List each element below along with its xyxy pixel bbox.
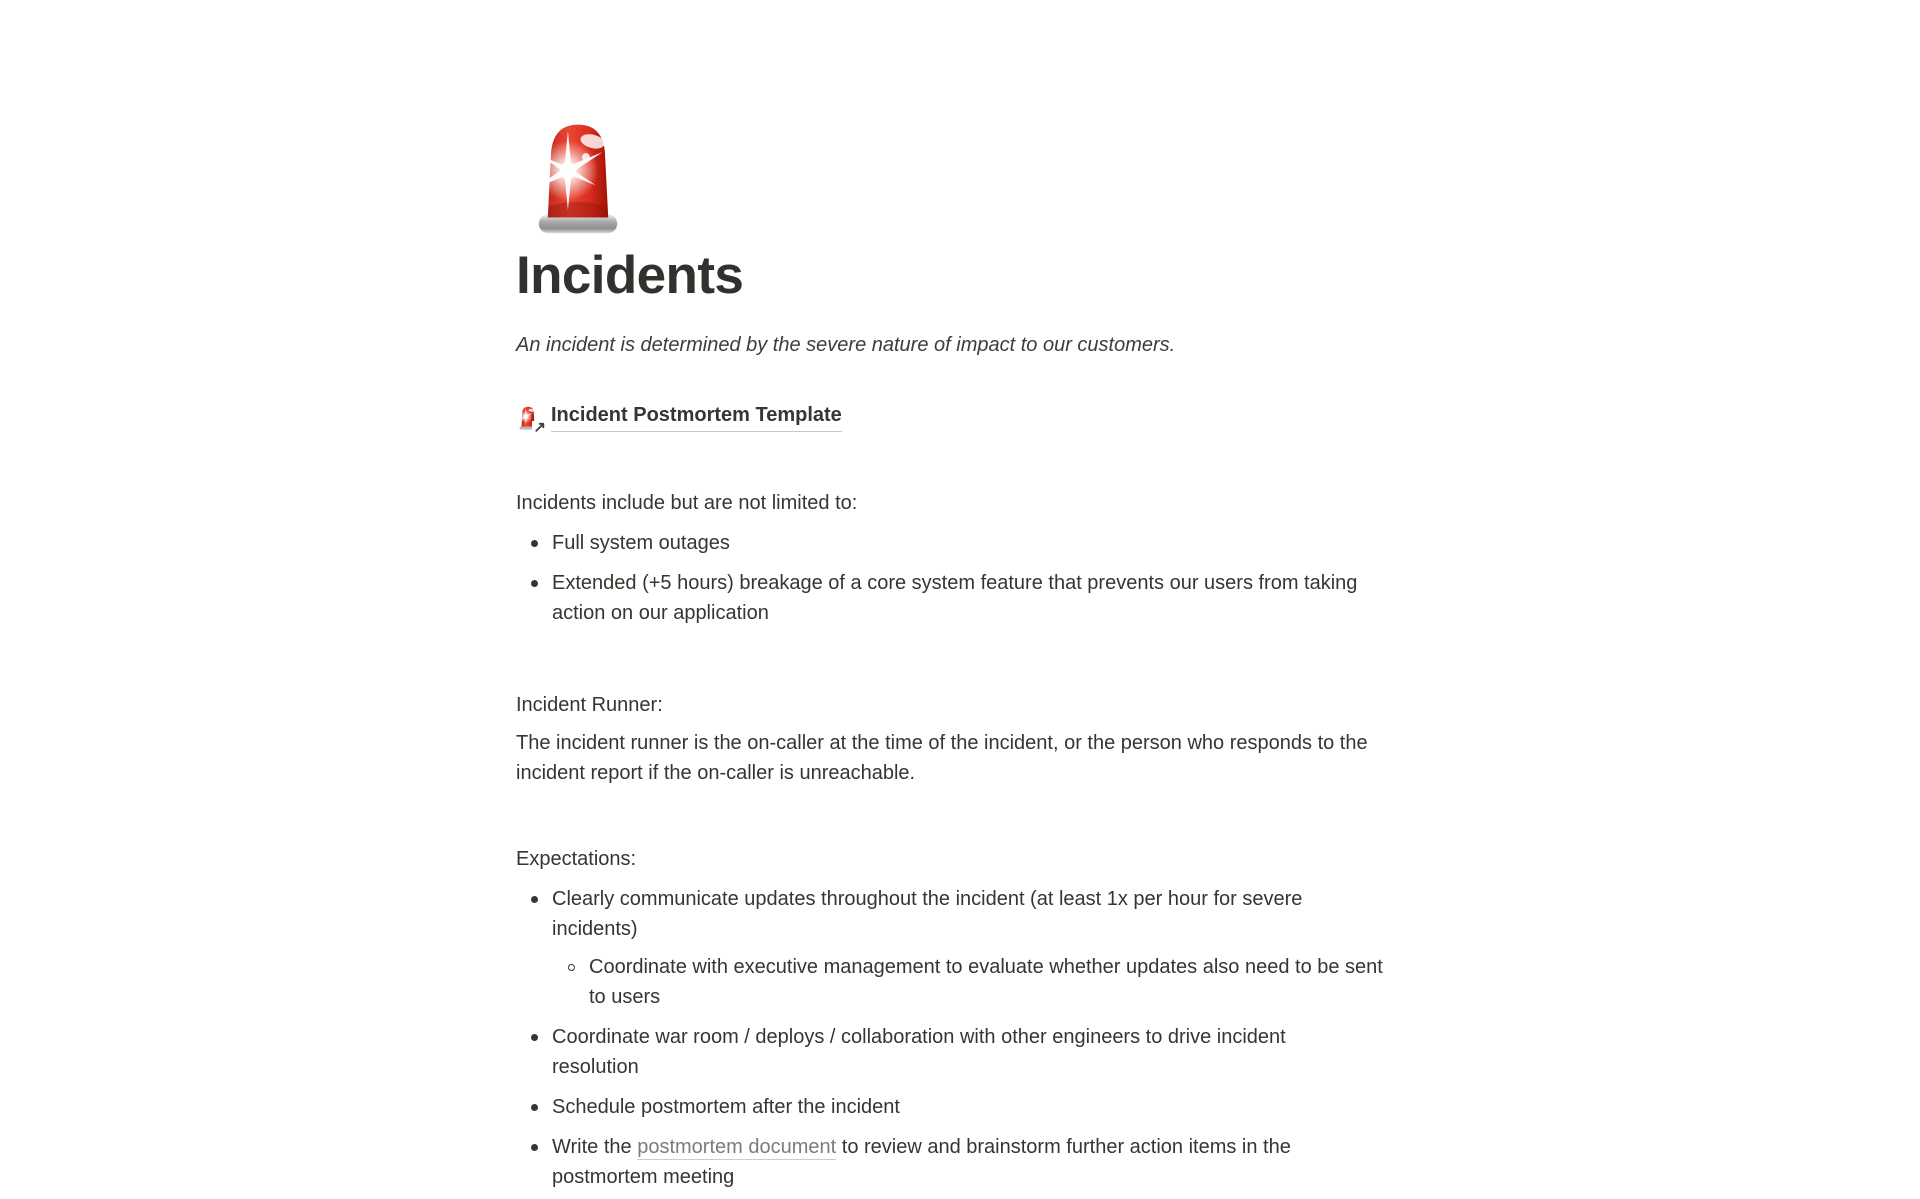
list-item: Extended (+5 hours) breakage of a core system feature that prevents our users from taking action on our application — [516, 568, 1422, 628]
list-item: Clearly communicate updates throughout the incident (at least 1x per hour for severe incidents) — [516, 884, 1422, 944]
page-subtitle: An incident is determined by the severe nature of impact to our customers. — [516, 334, 1176, 356]
siren-page-icon — [516, 404, 546, 436]
list-item — [516, 1132, 1422, 1192]
intro-heading: Incidents include but are not limited to: — [516, 492, 858, 514]
bullet-marker — [516, 568, 552, 628]
list-item: Schedule postmortem after the incident — [516, 1092, 1422, 1122]
runner-paragraph: The incident runner is the on-caller at the time of the incident, or the person who responds to the incident report if the on-caller is unreachable. — [516, 732, 1368, 784]
page-title: Incidents — [516, 246, 744, 305]
circle-bullet-marker — [553, 952, 589, 1012]
list-item: Full system outages — [516, 528, 1422, 558]
template-page-link[interactable] — [516, 402, 842, 436]
arrow-up-right-icon: ↗ — [533, 418, 546, 436]
incident-types-list — [516, 528, 1422, 628]
document-page — [516, 0, 1422, 1192]
list-item-text: Write the — [552, 1136, 638, 1158]
bullet-marker — [516, 1022, 552, 1082]
bullet-marker — [516, 528, 552, 558]
nested-list-item: Coordinate with executive management to evaluate whether updates also need to be sent to users — [553, 952, 1422, 1012]
bullet-marker — [516, 884, 552, 944]
expectations-heading: Expectations: — [516, 848, 637, 870]
police-light-emoji[interactable] — [522, 114, 634, 236]
bullet-marker — [516, 1132, 552, 1192]
template-page-link-label: Incident Postmortem Template — [551, 402, 842, 432]
expectations-list — [516, 884, 1422, 1192]
runner-heading: Incident Runner: — [516, 694, 663, 716]
list-item-text: to review and brainstorm further action items in the postmortem meeting — [552, 1136, 1291, 1188]
list-item: Coordinate war room / deploys / collaboration with other engineers to drive incident resolution — [516, 1022, 1422, 1082]
postmortem-document-link[interactable]: postmortem document — [637, 1136, 837, 1158]
bullet-marker — [516, 1092, 552, 1122]
